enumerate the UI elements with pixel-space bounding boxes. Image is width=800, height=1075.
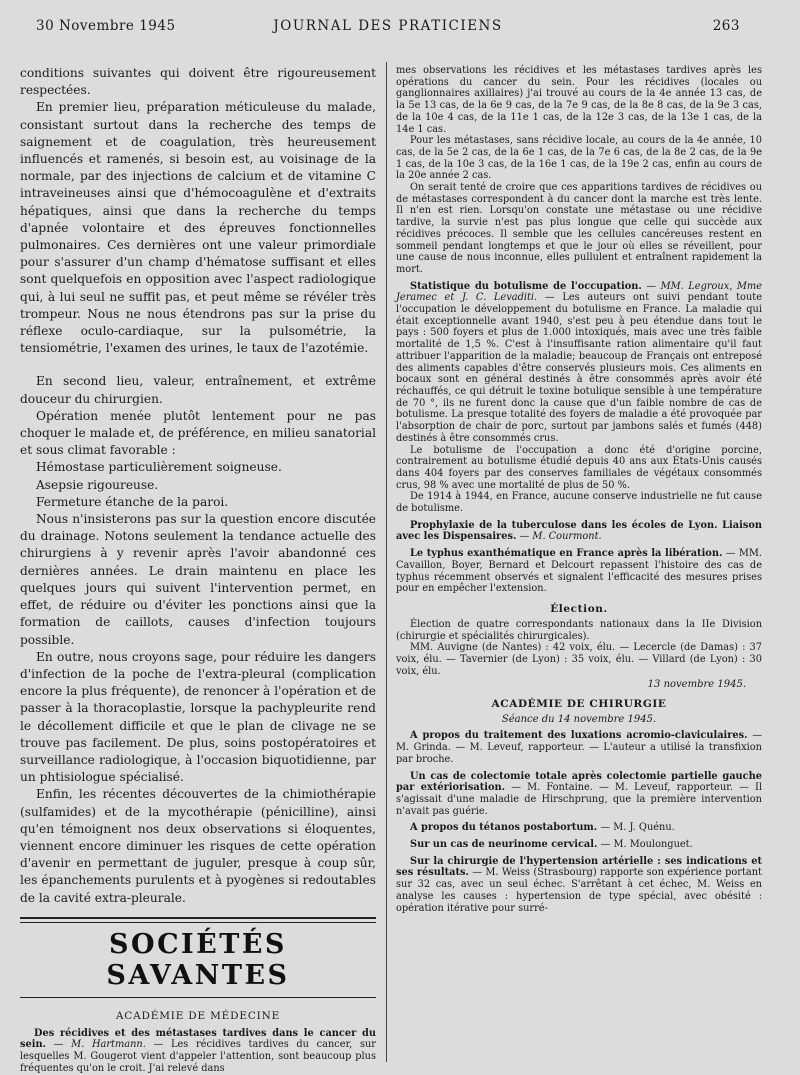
- section-rule: [20, 997, 376, 998]
- communication-text: — M. J. Quénu.: [600, 822, 675, 834]
- list-item: Asepsie rigoureuse.: [36, 477, 159, 492]
- communication-text: — M. Grinda. — M. Leveuf, rapporteur. — L'auteur a utilisé la transfixion par broche.: [396, 730, 762, 765]
- paragraph: Pour les métastases, sans récidive locale, au cours de la 4e année, 10 cas, de la 5e 2 cas, de la 6e 1 cas, de la 7e 6 cas, de la 8e 2 cas, de la 9e 1 cas, de la 10e 3 cas, de la 16e 1 cas, de la 19e 2 cas, enfin au cours de la 20e année 2 cas.: [396, 135, 762, 182]
- left-column: [20, 65, 376, 1075]
- paragraph: mes observations les récidives et les métastases tardives après les opérations du cancer du sein. Pour les récidives (locales ou ganglionnaires axillaires) j'ai trouvé au cours de la 4e année 13 cas, de la 5e 13 cas, de la 6e 9 cas, de la 7e 9 cas, de la 8e 8 cas, de la 9e 3 cas, de la 10e 4 cas, de la 11e 1 cas, de la 12e 3 cas, de la 13e 1 cas, de la 14e 1 cas.: [396, 65, 762, 135]
- paragraph: Le botulisme de l'occupation a donc été d'origine porcine, contrairement au botulisme étudié depuis 40 ans aux États-Unis causés dans 404 foyers par des conserves familiales de végétaux consommés crus, 98 % avec une mortalité de plus de 50 %.: [396, 444, 762, 491]
- communication-author: M. Hartmann.: [71, 1039, 146, 1051]
- column-divider: [386, 62, 387, 1062]
- communication-title: A propos du tétanos postabortum.: [410, 822, 598, 834]
- page-number: 263: [712, 18, 740, 34]
- communication-title: Un cas de colectomie totale après colectomie partielle gauche par extériorisation.: [396, 770, 762, 794]
- paragraph: Élection de quatre correspondants nationaux dans la IIe Division (chirurgie et spécialités chirurgicales).: [396, 618, 762, 642]
- communication-title: Le typhus exanthématique en France après la libération.: [410, 548, 723, 560]
- election-heading: Élection.: [550, 602, 608, 615]
- paragraph: Enfin, les récentes découvertes de la chimiothérapie (sulfamides) et de la mycothérapie (pénicilline), ainsi qu'en témoignent nos deux observations si éloquentes, viennent encore diminuer les risques de cette opération d'avenir en permettant de juguler, presque à coup sûr, les épanchements purulents et à pyogènes si redoutables de la cavité extra-pleurale.: [20, 787, 376, 905]
- paragraph: De 1914 à 1944, en France, aucune conserve industrielle ne fut cause de botulisme.: [396, 491, 762, 515]
- academy-heading: ACADÉMIE DE MÉDECINE: [115, 1009, 281, 1022]
- communication-title: Statistique du botulisme de l'occupation.: [410, 280, 642, 292]
- paragraph: En outre, nous croyons sage, pour réduire les dangers d'infection de la poche de l'extra-pleural (complication encore la plus fréquente), de renoncer à l'opération et de passer à la thoracoplastie, lorsque la pachypleurite rend le décollement difficile et que le plan de clivage ne se trouve pas facilement. De plus, soins postopératoires et surveillance radiologique, à l'occasion biquotidienne, par un phtisiologue spécialisé.: [20, 649, 376, 785]
- communication: [396, 730, 762, 765]
- communication-text: — M. Fontaine. — M. Leveuf, rapporteur. — Il s'agissait d'une maladie de Hirschprung, que la première intervention n'avait pas guérie.: [396, 782, 762, 817]
- communication: Statistique du botulisme de l'occupation. — MM. Legroux, Mme Jeramec et J. C. Levaditi. — Les auteurs ont suivi pendant toute l'occupation le développement du botulisme en France. La maladie qui était exceptionnelle avant 1940, s'est peu à peu étendue dans tout le pays : 500 foyers et plus de 1.000 intoxiqués, mais avec une très faible mortalité de 1,5 %. C'est à l'insuffisante ration alimentaire qu'il faut attribuer l'apparition de la maladie; beaucoup de Français ont entreposé des aliments capables d'être conservés plusieurs mois. Ces aliments en bocaux sont en général destinés à être consommés après avoir été réchauffés, ce qui détruit le toxine botulique sensible à une température de 70 °, ils ne furent donc la cause que d'un faible nombre de cas de botulisme. La presque totalité des foyers de maladie a été provoquée par l'absorption de chair de porc, surtout par jambons salés et fumés (448) destinés à être consommés crus.: [396, 280, 763, 444]
- paragraph: conditions suivantes qui doivent être rigoureusement respectées.: [20, 66, 376, 98]
- paragraph: Nous n'insisterons pas sur la question encore discutée du drainage. Notons seulement la tendance actuelle des chirurgiens à y revenir après l'avoir abandonné ces dernières années. Le drain maintenu en place les quelques jours qui suivent l'intervention permet, en effet, de réduire ou d'éviter les ponctions ainsi que la formation de caillots, causes d'infection toujours possible.: [20, 512, 376, 647]
- election-date: 13 novembre 1945.: [647, 679, 746, 691]
- communication-title: Prophylaxie de la tuberculose dans les écoles de Lyon. Liaison avec les Dispensaires.: [396, 519, 762, 543]
- paragraph: Opération menée plutôt lentement pour ne pas choquer le malade et, de préférence, en milieu sanatorial et sous climat favorable :: [20, 408, 376, 458]
- communication-title: Sur un cas de neurinome cervical.: [410, 839, 598, 851]
- page-header: [36, 18, 740, 38]
- communication: Des récidives et des métastases tardives dans le cancer du sein. — M. Hartmann. — Les récidives tardives du cancer, sur lesquelles M. Gougerot vient d'appeler l'attention, sont beaucoup plus fréquentes qu'on le croit. J'ai relevé dans: [20, 1027, 376, 1074]
- paragraph: On serait tenté de croire que ces apparitions tardives de récidives ou de métastases correspondent à du cancer dont la marche est très lente. Il n'en est rien. Lorsqu'on constate une métastase ou une récidive tardive, la survie n'est pas plus longue que celle qui succède aux récidives précoces. Il semble que les cellules cancéreuses restent en sommeil pendant longtemps et que le jour où elles se réveillent, pour une cause de nous inconnue, elles pullulent et entraînent rapidement la mort.: [396, 182, 762, 275]
- communication-title: Des récidives et des métastases tardives dans le cancer du sein.: [20, 1027, 376, 1051]
- journal-title: JOURNAL DES PRATICIENS: [273, 18, 503, 34]
- list-item: Fermeture étanche de la paroi.: [36, 494, 229, 509]
- communication-title: A propos du traitement des luxations acromio-claviculaires.: [410, 730, 748, 742]
- communication-text: MM. Cavaillon, Boyer, Bernard et Delcourt repassent l'histoire des cas de typhus récemment observés et signalent l'efficacité des mesures prises pour en empêcher l'extension.: [396, 548, 763, 595]
- communication: [396, 839, 762, 851]
- communication-author: M. Courmont.: [532, 531, 602, 543]
- paragraph: En second lieu, valeur, entraînement, et extrême douceur du chirurgien.: [20, 374, 376, 406]
- section-heading: SOCIÉTÉS SAVANTES: [106, 928, 290, 991]
- communication: [396, 856, 762, 915]
- communication-text: — M. Moulonguet.: [600, 839, 693, 851]
- communication: [396, 771, 762, 818]
- communication-text: Les récidives tardives du cancer, sur lesquelles M. Gougerot vient d'appeler l'attention, sont beaucoup plus fréquentes qu'on le croit. J'ai relevé dans: [20, 1039, 376, 1074]
- communication: Prophylaxie de la tuberculose dans les écoles de Lyon. Liaison avec les Dispensaires. — M. Courmont.: [396, 519, 762, 543]
- issue-date: 30 Novembre 1945: [36, 18, 176, 34]
- right-column: [396, 65, 762, 914]
- communication: Le typhus exanthématique en France après la libération. — MM. Cavaillon, Boyer, Bernard et Delcourt repassent l'histoire des cas de typhus récemment observés et signalent l'efficacité des mesures prises pour en empêcher l'extension.: [396, 548, 763, 595]
- communication-text: — M. Weiss (Strasbourg) rapporte son expérience portant sur 32 cas, avec un seul échec. S'arrêtant à cet échec, M. Weiss en analyse les causes : hypertension de type spécial, avec obésité : opération itérative pour surré-: [396, 867, 762, 914]
- communication: [396, 822, 762, 834]
- communication-text: Les auteurs ont suivi pendant toute l'occupation le développement du botulisme en France. La maladie qui était exceptionnelle avant 1940, s'est peu à peu étendue dans tout le pays : 500 foyers et plus de 1.000 intoxiqués, mais avec une très faible mortalité de 1,5 %. C'est à l'insuffisante ration alimentaire qu'il faut attribuer l'apparition de la maladie; beaucoup de Français ont entreposé des aliments capables d'être conservés plusieurs mois. Ces aliments en bocaux sont en général destinés à être consommés après avoir été réchauffés, ce qui détruit le toxine botulique sensible à une température de 70 °, ils ne furent donc la cause que d'un faible nombre de cas de botulisme. La presque totalité des foyers de maladie a été provoquée par l'absorption de chair de porc, surtout par jambons salés et fumés (448) destinés à être consommés crus.: [396, 292, 763, 444]
- session-date: Séance du 14 novembre 1945.: [501, 714, 657, 726]
- communication-title: Sur la chirurgie de l'hypertension artérielle : ses indications et ses résultats.: [396, 855, 762, 879]
- paragraph: MM. Auvigne (de Nantes) : 42 voix, élu. — Lecercle (de Damas) : 37 voix, élu. — Tavernier (de Lyon) : 35 voix, élu. — Villard (de Lyon) : 30 voix, élu.: [396, 642, 762, 677]
- communication-author: MM. Legroux, Mme Jeramec et J. C. Levaditi.: [396, 280, 763, 304]
- list-item: Hémostase particulièrement soigneuse.: [36, 460, 282, 475]
- section-rule: [20, 917, 376, 923]
- academy-heading: ACADÉMIE DE CHIRURGIE: [491, 698, 667, 711]
- paragraph: En premier lieu, préparation méticuleuse du malade, consistant surtout dans la recherche des temps de saignement et de coagulation, très heureusement influencés et ramenés, si besoin est, au voisinage de la normale, par des injections de calcium et de vitamine C intraveineuses ainsi que d'hémocoagulène et d'extraits hépatiques, ainsi que dans la recherche du temps d'apnée volontaire et des épreuves fonctionnelles pulmonaires. Ces dernières ont une valeur primordiale pour s'assurer d'un champ d'hématose suffisant et elles sont quelquefois en opposition avec l'aspect radiologique qui, à lui seul ne suffit pas, et peut même se révéler très trompeur. Nous ne nous étendrons pas sur la prise du réflexe oculo-cardiaque, sur la pulsométrie, la tensiométrie, l'examen des urines, le taux de l'azotémie.: [20, 100, 376, 356]
